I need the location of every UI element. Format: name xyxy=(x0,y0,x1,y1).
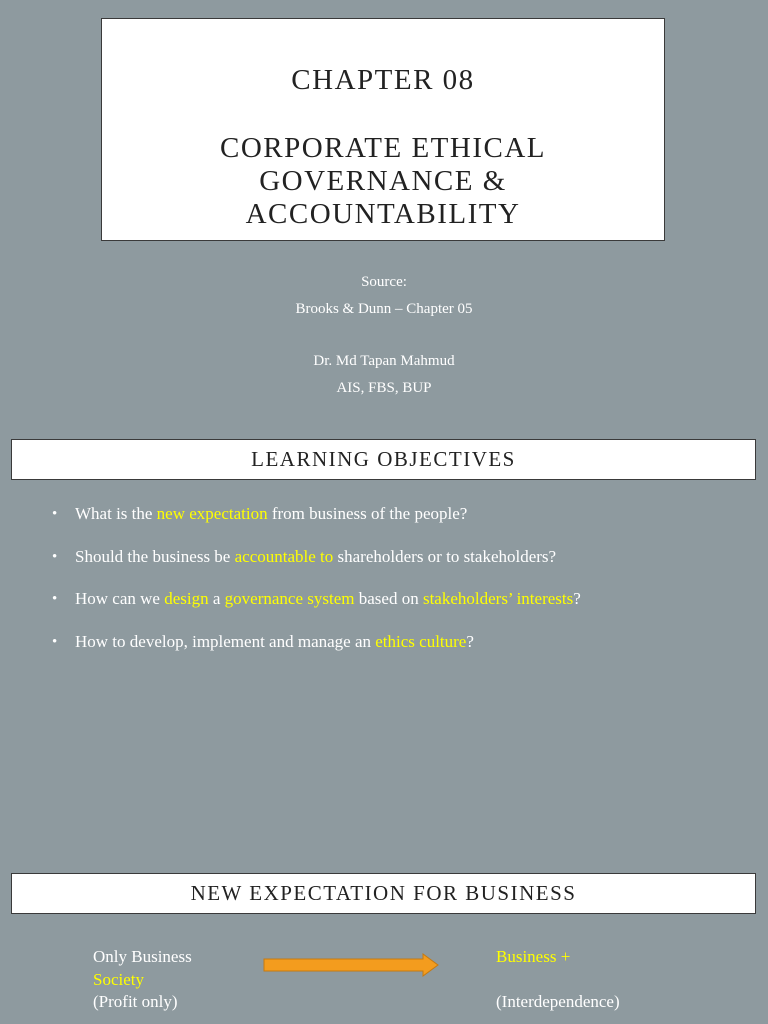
objective-text: shareholders or to stakeholders? xyxy=(333,546,557,566)
source-label: Source: xyxy=(361,274,407,290)
left-expectation-line: Only Business xyxy=(93,947,192,966)
learning-objectives-heading: LEARNING OBJECTIVES xyxy=(11,439,756,480)
objective-text: ? xyxy=(466,631,474,651)
bullet-icon: • xyxy=(52,506,58,522)
objective-text: How can we xyxy=(75,589,165,608)
chapter-title xyxy=(102,132,664,231)
right-expectation xyxy=(496,946,620,1014)
objective-item xyxy=(52,503,752,546)
objective-highlight: governance system xyxy=(224,589,355,608)
objectives-list xyxy=(52,503,752,673)
right-expectation-note: (Interdependence) xyxy=(496,992,620,1011)
author-affiliation: AIS, FBS, BUP xyxy=(336,380,432,396)
objective-highlight: new expectation xyxy=(156,504,268,523)
chapter-title-line: CORPORATE ETHICAL xyxy=(220,132,546,164)
objective-item xyxy=(52,546,752,589)
objective-text: based on xyxy=(354,589,423,608)
right-expectation-line: Business + xyxy=(496,947,571,966)
new-expectation-heading: NEW EXPECTATION FOR BUSINESS xyxy=(11,873,756,914)
right-expectation-spacer xyxy=(496,969,620,992)
author-name: Dr. Md Tapan Mahmud xyxy=(313,353,455,369)
bullet-icon: • xyxy=(52,633,58,650)
bullet-icon: • xyxy=(52,548,58,565)
chapter-title-line: GOVERNANCE & xyxy=(259,165,507,197)
objective-highlight: accountable to xyxy=(234,546,334,566)
chapter-title-box xyxy=(101,18,665,241)
objective-item xyxy=(52,631,752,674)
left-expectation xyxy=(93,946,192,1014)
objective-highlight: design xyxy=(164,589,209,608)
right-arrow-icon xyxy=(263,953,439,977)
chapter-title-line: ACCOUNTABILITY xyxy=(245,198,521,230)
objective-text: Should the business be xyxy=(75,546,235,566)
left-expectation-highlight: Society xyxy=(93,969,144,989)
objective-text: a xyxy=(208,589,225,608)
objective-text: How to develop, implement and manage an xyxy=(75,631,376,651)
objective-text: from business of the people? xyxy=(267,504,468,523)
objective-highlight: ethics culture xyxy=(375,631,467,651)
left-expectation-note: (Profit only) xyxy=(93,992,178,1011)
objective-item xyxy=(52,588,752,631)
objective-text: What is the xyxy=(75,504,157,523)
chapter-number: CHAPTER 08 xyxy=(291,64,475,96)
objective-highlight: stakeholders’ interests xyxy=(422,589,574,608)
source-reference: Brooks & Dunn – Chapter 05 xyxy=(295,301,473,317)
bullet-icon: • xyxy=(52,591,58,607)
objective-text: ? xyxy=(573,589,581,608)
